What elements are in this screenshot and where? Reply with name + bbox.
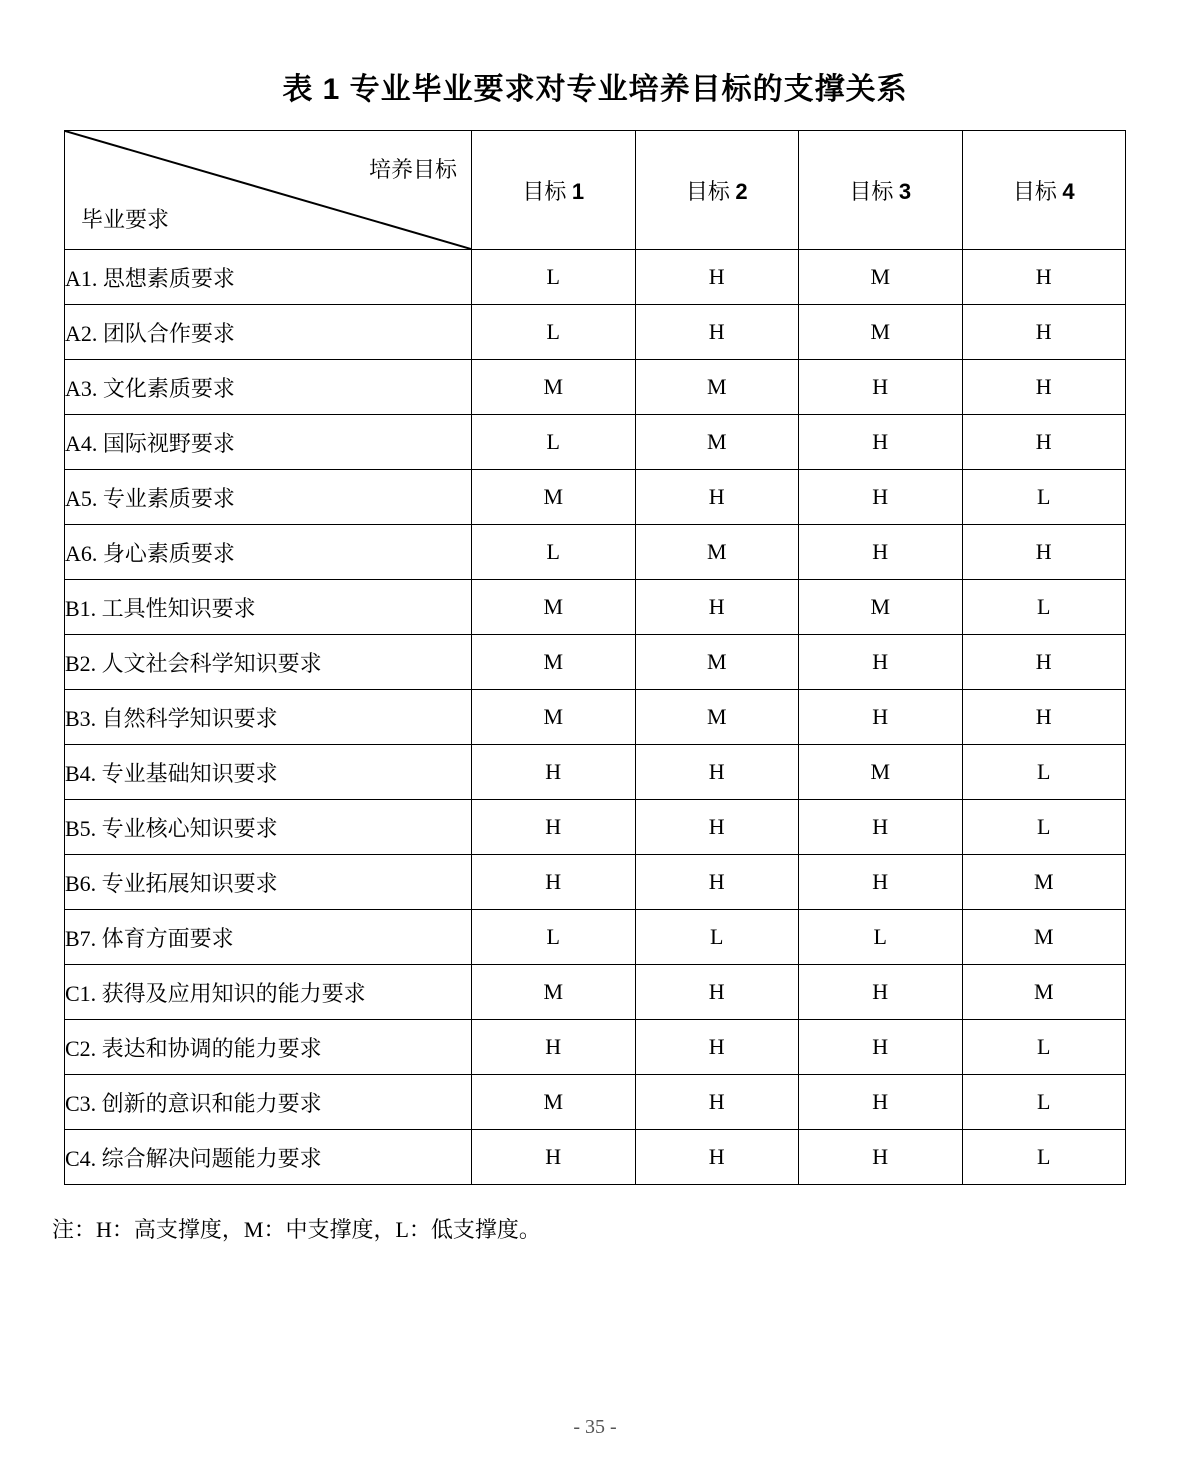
- support-value: M: [635, 690, 799, 745]
- support-value: H: [635, 745, 799, 800]
- table-row: [65, 800, 1126, 855]
- support-value: H: [635, 305, 799, 360]
- column-header-goal-4: 目标 4: [962, 131, 1126, 250]
- support-value: L: [962, 470, 1126, 525]
- support-value: M: [635, 360, 799, 415]
- table-row: [65, 690, 1126, 745]
- table-header: [65, 131, 1126, 250]
- requirement-label: B3. 自然科学知识要求: [65, 690, 472, 745]
- table-row: [65, 965, 1126, 1020]
- support-value: L: [472, 305, 636, 360]
- corner-row-label: 毕业要求: [81, 207, 170, 232]
- table-corner-header: [65, 131, 472, 250]
- table-header-row: [65, 131, 1126, 250]
- requirement-label: B6. 专业拓展知识要求: [65, 855, 472, 910]
- page-title: 表 1 专业毕业要求对专业培养目标的支撑关系: [282, 73, 908, 106]
- support-value: M: [472, 690, 636, 745]
- table-row: [65, 470, 1126, 525]
- support-value: H: [962, 525, 1126, 580]
- support-value: H: [799, 800, 963, 855]
- support-value: M: [472, 1075, 636, 1130]
- support-value: H: [635, 800, 799, 855]
- support-value: H: [962, 360, 1126, 415]
- support-value: L: [472, 250, 636, 305]
- table-row: [65, 305, 1126, 360]
- support-value: L: [472, 415, 636, 470]
- requirement-label: A3. 文化素质要求: [65, 360, 472, 415]
- document-page: [0, 72, 1190, 1475]
- table-body: [65, 250, 1126, 1185]
- support-value: H: [799, 525, 963, 580]
- table-note: 注：H：高支撑度，M：中支撑度，L：低支撑度。: [52, 1217, 541, 1242]
- support-value: H: [799, 855, 963, 910]
- requirement-label: C1. 获得及应用知识的能力要求: [65, 965, 472, 1020]
- support-value: M: [472, 635, 636, 690]
- table-row: [65, 910, 1126, 965]
- table-row: [65, 580, 1126, 635]
- requirement-label: A5. 专业素质要求: [65, 470, 472, 525]
- support-value: M: [472, 470, 636, 525]
- requirement-label: B4. 专业基础知识要求: [65, 745, 472, 800]
- support-value: H: [799, 360, 963, 415]
- support-value: M: [635, 415, 799, 470]
- support-value: M: [635, 525, 799, 580]
- support-value: M: [962, 855, 1126, 910]
- support-value: M: [962, 910, 1126, 965]
- support-value: M: [799, 305, 963, 360]
- support-value: H: [799, 1075, 963, 1130]
- support-value: L: [962, 1020, 1126, 1075]
- table-row: [65, 1130, 1126, 1185]
- support-value: H: [635, 1020, 799, 1075]
- support-value: L: [962, 1130, 1126, 1185]
- column-header-goal-2: 目标 2: [635, 131, 799, 250]
- support-value: H: [472, 1130, 636, 1185]
- support-value: M: [472, 360, 636, 415]
- requirement-label: C3. 创新的意识和能力要求: [65, 1075, 472, 1130]
- support-value: H: [472, 855, 636, 910]
- table-row: [65, 635, 1126, 690]
- table-row: [65, 415, 1126, 470]
- requirement-label: A2. 团队合作要求: [65, 305, 472, 360]
- support-value: H: [962, 415, 1126, 470]
- support-value: M: [472, 580, 636, 635]
- support-value: H: [799, 1020, 963, 1075]
- page-number: - 35 -: [573, 1416, 617, 1438]
- table-row: [65, 745, 1126, 800]
- corner-column-label: 培养目标: [368, 157, 457, 182]
- support-value: M: [472, 965, 636, 1020]
- support-value: H: [962, 250, 1126, 305]
- support-value: H: [635, 250, 799, 305]
- support-value: L: [962, 800, 1126, 855]
- support-value: H: [472, 800, 636, 855]
- support-value: H: [472, 1020, 636, 1075]
- requirement-label: A6. 身心素质要求: [65, 525, 472, 580]
- table-row: [65, 1020, 1126, 1075]
- support-value: H: [799, 1130, 963, 1185]
- support-value: L: [962, 745, 1126, 800]
- support-value: M: [799, 250, 963, 305]
- support-value: H: [635, 1075, 799, 1130]
- support-value: H: [635, 580, 799, 635]
- requirement-label: B1. 工具性知识要求: [65, 580, 472, 635]
- requirement-label: B5. 专业核心知识要求: [65, 800, 472, 855]
- support-value: L: [962, 1075, 1126, 1130]
- support-value: H: [962, 690, 1126, 745]
- support-value: H: [799, 690, 963, 745]
- goal-number: 4: [1062, 178, 1075, 204]
- table-row: [65, 1075, 1126, 1130]
- goal-number: 2: [735, 178, 748, 204]
- support-relationship-table: [64, 130, 1126, 1185]
- support-value: L: [962, 580, 1126, 635]
- column-header-goal-1: 目标 1: [472, 131, 636, 250]
- table-row: [65, 360, 1126, 415]
- support-value: H: [635, 1130, 799, 1185]
- support-value: H: [635, 855, 799, 910]
- support-value: H: [472, 745, 636, 800]
- support-value: L: [472, 525, 636, 580]
- support-value: M: [799, 745, 963, 800]
- support-value: L: [635, 910, 799, 965]
- requirement-label: A1. 思想素质要求: [65, 250, 472, 305]
- support-value: H: [962, 305, 1126, 360]
- table-row: [65, 855, 1126, 910]
- support-value: H: [962, 635, 1126, 690]
- requirement-label: B7. 体育方面要求: [65, 910, 472, 965]
- goal-number: 1: [571, 178, 585, 204]
- support-value: M: [799, 580, 963, 635]
- requirement-label: A4. 国际视野要求: [65, 415, 472, 470]
- support-value: M: [962, 965, 1126, 1020]
- support-value: H: [799, 965, 963, 1020]
- support-value: L: [472, 910, 636, 965]
- requirement-label: C2. 表达和协调的能力要求: [65, 1020, 472, 1075]
- support-value: H: [635, 470, 799, 525]
- support-value: M: [635, 635, 799, 690]
- requirement-label: B2. 人文社会科学知识要求: [65, 635, 472, 690]
- table-row: [65, 250, 1126, 305]
- requirement-label: C4. 综合解决问题能力要求: [65, 1130, 472, 1185]
- goal-number: 3: [898, 178, 912, 204]
- table-row: [65, 525, 1126, 580]
- support-value: H: [635, 965, 799, 1020]
- support-value: L: [799, 910, 963, 965]
- support-value: H: [799, 470, 963, 525]
- column-header-goal-3: 目标 3: [799, 131, 963, 250]
- support-value: H: [799, 415, 963, 470]
- support-value: H: [799, 635, 963, 690]
